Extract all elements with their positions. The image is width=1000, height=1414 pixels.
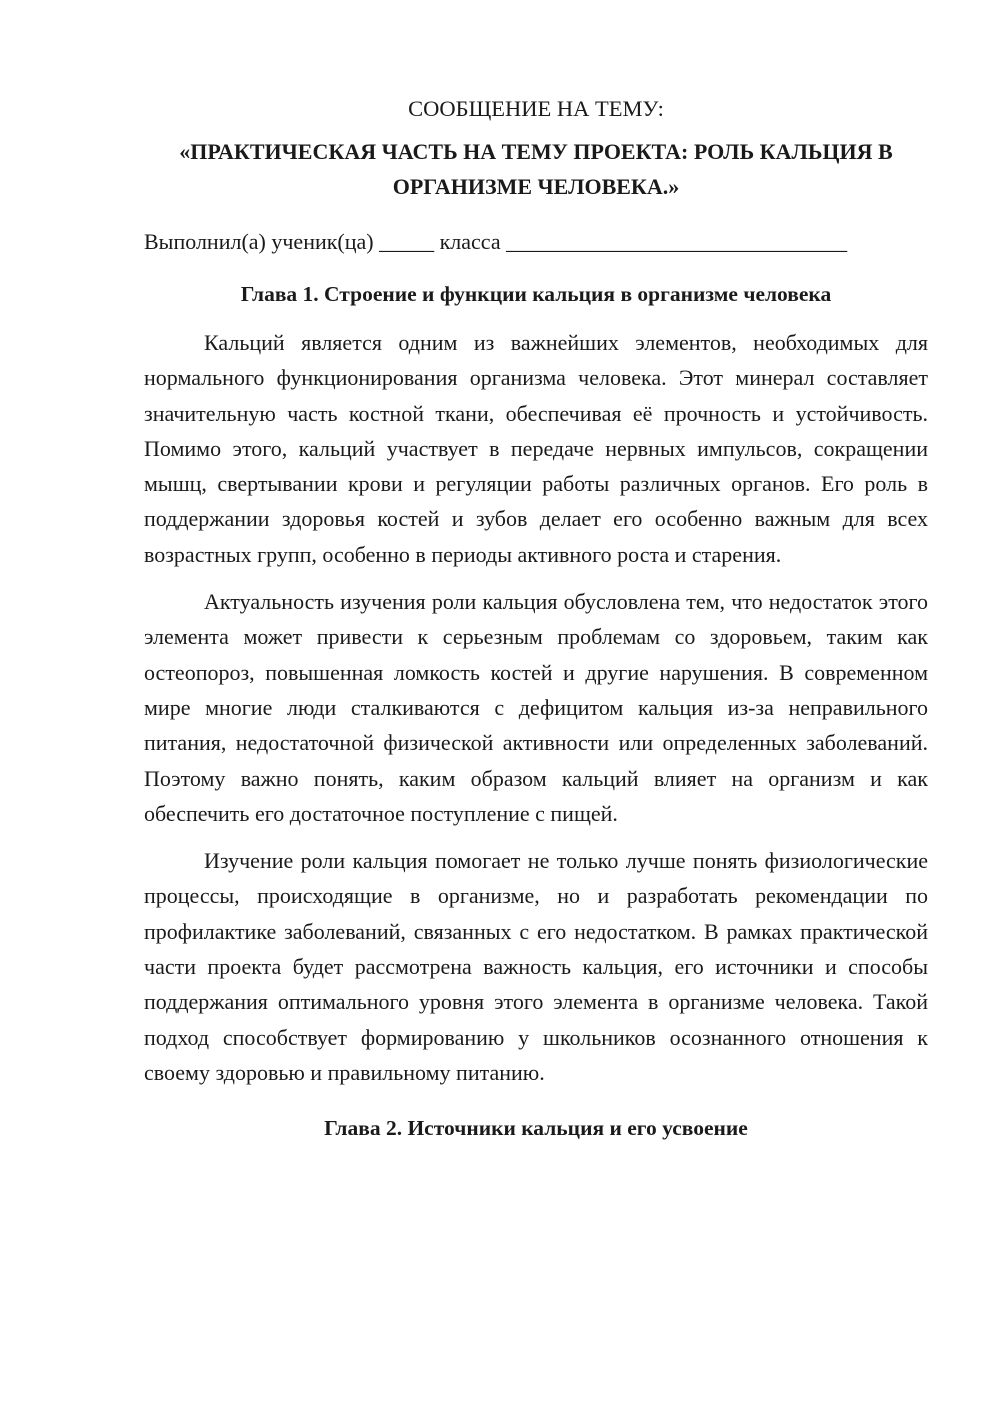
paragraph: Изучение роли кальция помогает не только лучше понять физиологические процессы, происходящие в организме, но и разработать рекомендации по профилактике заболеваний, связанных с его недостатком. В рамках практической части проекта будет рассмотрена важность кальция, его источники и способы поддержания оптимального уровня этого элемента в организме человека. Такой подход способствует формированию у школьников осознанного отношения к своему здоровью и правильному питанию. (144, 848, 928, 1085)
paragraph: Актуальность изучения роли кальция обусловлена тем, что недостаток этого элемента может привести к серьезным проблемам со здоровьем, таким как остеопороз, повышенная ломкость костей и другие нарушения. В современном мире многие люди сталкиваются с дефицитом кальция из-за неправильного питания, недостаточной физической активности или определенных заболеваний. Поэтому важно понять, каким образом кальций влияет на организм и как обеспечить его достаточное поступление с пищей. (144, 589, 928, 826)
chapter-2-heading: Глава 2. Источники кальция и его усвоение (324, 1116, 748, 1141)
author-line: Выполнил(а) ученик(ца) _____ класса _______________________________ (144, 229, 848, 254)
chapter-1-heading: Глава 1. Строение и функции кальция в организме человека (240, 282, 832, 306)
document-title: «ПРАКТИЧЕСКАЯ ЧАСТЬ НА ТЕМУ ПРОЕКТА: РОЛЬ КАЛЬЦИЯ В ОРГАНИЗМЕ ЧЕЛОВЕКА.» (179, 139, 893, 199)
document-header: СООБЩЕНИЕ НА ТЕМУ: (408, 96, 664, 121)
document-page (144, 92, 928, 1144)
paragraph: Кальций является одним из важнейших элементов, необходимых для нормального функционирования организма человека. Этот минерал составляет значительную часть костной ткани, обеспечивая её прочность и устойчивость. Помимо этого, кальций участвует в передаче нервных импульсов, сокращении мышц, свертывании крови и регуляции работы различных органов. Его роль в поддержании здоровья костей и зубов делает его особенно важным для всех возрастных групп, особенно в периоды активного роста и старения. (144, 330, 928, 567)
